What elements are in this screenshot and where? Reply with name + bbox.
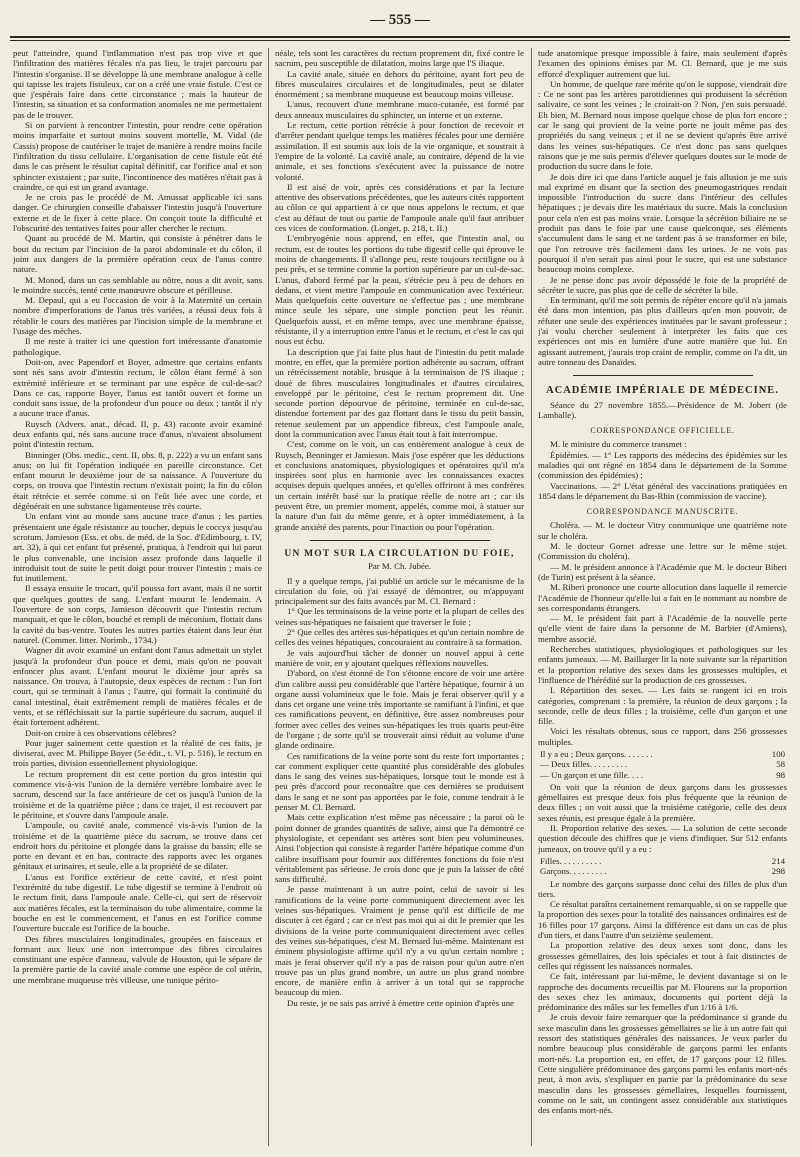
table-cell-label: Garçons. . . . . . . . . bbox=[540, 866, 607, 877]
paragraph: Ces ramifications de la veine porte sont du reste fort importantes ; car comment expliquer cette quantité plus considérable des globules dans le sang des veines sus-hépatiques, lorsque tout le monde est à peu près d'accord pour reconnaître que ces dernières se produisent dans le sang et ne sont pas apportées par le foie, comme tendrait à le penser M. Cl. Bernard. bbox=[275, 750, 524, 813]
section-rule bbox=[573, 375, 753, 376]
table-row bbox=[538, 749, 787, 759]
paragraph: Le rectum, cette portion rétrécie à pour fonction de recevoir et d'arrêter pendant quelque temps les matières fécales pour une dernière assimilation. Il est soumis aux lois de la vie organique, et soustrait à l'empire de la volonté. La cavité anale, au contraire, dépend de la vie animale, et ses fonctions s'exécutent avec la puissance de notre volonté. bbox=[275, 120, 524, 182]
table-row bbox=[538, 856, 787, 866]
paragraph: En terminant, qu'il me soit permis de répéter encore qu'il n'a jamais été dans mon intention, pas plus d'ailleurs qu'en mon pouvoir, de réfuter une seule des expériences instituées par le savant professeur ; j'ai voulu chercher seulement à interpréter les faits que ces expériences ont mis en lumière d'une autre manière que lui. En agissant autrement, j'aurais trop craint de remplir, comme on l'a dit, un autre tonneau des Danaïdes. bbox=[538, 295, 787, 367]
paragraph: Épidémies. — 1° Les rapports des médecins des épidémies sur les maladies qui ont régné en 1854 dans le département de la Somme (commission des épidémies) ; bbox=[538, 449, 787, 481]
paragraph: Mais cette explication n'est même pas nécessaire ; la paroi où le point donner de grandes quantités de salive, ainsi que l'a démontré ce physiologiste, et cependant ses artères sont bien peu volumineuses. Ainsi l'objection qui consiste à regarder l'artère hépatique comme d'un calibre insuffisant pour fournir aux différentes fonctions du foie n'est véritablement pas sérieuse. Je crois donc que je puis la laisser de côté sans difficulté. bbox=[275, 812, 524, 885]
paragraph: Voici les résultats obtenus, sous ce rapport, dans 256 grossesses multiples. bbox=[538, 726, 787, 747]
paragraph: M. Riberi prononce une courte allocution dans laquelle il remercie l'Académie de l'honneur qu'elle lui a fait en le nommant au nombre de ses correspondants étrangers. bbox=[538, 582, 787, 613]
paragraph: La cavité anale, située en dehors du péritoine, ayant fort peu de fibres musculaires circulaires et de longitudinales, peut se dilater énormément ; sa membrane muqueuse est beaucoup moins villeuse. bbox=[275, 68, 524, 100]
paragraph: Ce fait, intéressant par lui-même, le devient davantage si on le rapproche des documents recueillis par M. Flourens sur la proportion des sexes chez les animaux, documents qui portent déjà la prédominance des mâles sur les femelles d'un 1/16 à 1/6. bbox=[538, 971, 787, 1013]
table-cell-value: 98 bbox=[776, 769, 785, 780]
section-title: ACADÉMIE IMPÉRIALE DE MÉDECINE. bbox=[546, 385, 779, 397]
table-cell-value: 214 bbox=[771, 855, 785, 866]
column-2 bbox=[275, 48, 524, 1148]
paragraph: Le nombre des garçons surpasse donc celui des filles de plus d'un tiers. bbox=[538, 878, 787, 899]
table-cell-value: 100 bbox=[771, 749, 785, 759]
paragraph: Je ne pense donc pas avoir dépossédé le foie de la propriété de sécréter le sucre, pas plus que de celle de sécréter la bile. bbox=[538, 274, 787, 295]
paragraph: Ce résultat paraîtra certainement remarquable, si on se rappelle que la proportion des sexes pour la totalité des naissances ordinaires est de 16 filles pour 17 garçons. Ainsi la différence est dans un cas de plus d'un tiers, et dans l'autre d'un seizième seulement. bbox=[538, 899, 787, 941]
paragraph: Il est aisé de voir, après ces considérations et par la lecture attentive des observations précédentes, que les auteurs cités rapportent au côlon ce qui appartient à ce que nous appelons le rectum, et que c'est au défaut de tout ou partie de l'ampoule anale qu'il faut attribuer ces vices de conformation. (Longet, p. 218, t. II.) bbox=[275, 181, 524, 234]
paragraph: Il essaya ensuite le trocart, qu'il poussa fort avant, mais il ne sortit que quelques gouttes de sang. L'enfant mourut le lendemain. A l'ouverture de son corps, Jamieson découvrit que l'intestin rectum manquait, et que le côlon, bouché et rempli de méconium, flottait dans la cavité du bas-ventre. Toutes les autres parties étaient dans leur état naturel. (Commer. litter. Norimb., 1734.) bbox=[13, 583, 262, 645]
paragraph: M. Monod, dans un cas semblable au nôtre, nous a dit avoir, sans le moindre succès, tenté cette manœuvre obscure et périlleuse. bbox=[13, 274, 262, 295]
table-cell-label: — Deux filles. . . . . . . . . bbox=[540, 759, 628, 770]
paragraph: Binninger (Obs. medic., cent. II, obs. 8, p. 222) a vu un enfant sans anus; on lui fit l'opération indiquée en pareille circonstance. Cet enfant mourut le deuxième jour de sa naissance. A l'ouverture du corps, on trouva que l'intestin rectum n'existait point; la fin du côlon était rétrécie et serrée comme si on l'eût liée avec une corde, et dégénérait en une substance ligamenteuse très courte. bbox=[13, 449, 262, 512]
paragraph: La proportion relative des deux sexes sont donc, dans les grossesses gémellaires, des lois spéciales et tout à fait distinctes de celles qui régissent les naissances normales. bbox=[538, 940, 787, 971]
paragraph: Des fibres musculaires longitudinales, groupées en faisceaux et formant aux lieux une non interrompue des fibres circulaires constituant une espèce d'anneau, valvule de Houston, qui le sépare de la première partie de la cavité anale comme une espèce de col utérin, une membrane muqueuse très villeuse, une tunique périto- bbox=[13, 933, 262, 985]
paragraph: L'ampoule, ou cavité anale, commencé vis-à-vis l'union de la troisième et de la quatrième pièce du sacrum, se trouve dans cet endroit hors du péritoine et plongée dans la graisse du bassin; elle se porte en devant et en bas, contracte des rapports avec les organes génitaux et urinaires, et seule, elle a la propriété de se dilater. bbox=[13, 820, 262, 872]
paragraph: Un enfant vint au monde sans aucune trace d'anus ; les parties présentaient une égale résistance au toucher, depuis le coccyx jusqu'au scrotum. Jamieson (Ess. et obs. de méd. de la Soc. d'Edimbourg, t. IV, art. 32), à qui cet enfant fut présenté, pratiqua, à l'endroit qui lui parut le plus convenable, une incision assez profonde dans laquelle il introduisit tout de suite le petit doigt pour trouver l'intestin ; mais ce fut inutilement. bbox=[13, 511, 262, 584]
paragraph: L'anus est l'orifice extérieur de cette cavité, et n'est point l'extrémité du tube digestif. Le tube digestif se termine à l'endroit où le rectum finit, dans l'ampoule anale. Celle-ci, qui sert de réservoir aux matières fécales, est la terminaison du tube alimentaire, comme la bouche en est le commencement, et l'anus en est l'orifice comme l'ouverture buccale est l'orifice de la bouche. bbox=[13, 871, 262, 934]
paragraph: D'abord, on s'est étonné de l'on s'étonne encore de voir une artère d'un calibre aussi peu considérable que l'artère hépatique, fournir à un organe aussi volumineux que le foie. Mais je ferai observer qu'il y a dans cet organe une veine très importante se ramifiant à l'infini, et que ces ramifications peuvent, en définitive, être assez nombreuses pour former avec celles des veines sus-hépatiques les trois quarts peut-être de l'organe ; de sorte qu'il se trouverait ainsi réduit au volume d'une glande ordinaire. bbox=[275, 668, 524, 751]
paragraph: Du reste, je ne sais pas arrivé à émettre cette opinion d'après une bbox=[287, 997, 515, 1008]
paragraph: Il me reste à traiter ici une question fort intéressante d'anatomie pathologique. bbox=[13, 336, 262, 357]
paragraph: Vaccinations. — 2° L'état général des vaccinations pratiquées en 1854 dans le département du Bas-Rhin (commission de vaccine). bbox=[538, 480, 787, 501]
table-cell-value: 298 bbox=[771, 866, 785, 877]
table-cell-label: Il y a eu ; Deux garçons. . . . . . . bbox=[540, 749, 653, 759]
paragraph: La description que j'ai faite plus haut de l'intestin du petit malade montre, en effet, que la première portion adhérente au sacrum, offrant un rétrécissement notable, brusque à la terminaison de l'S iliaque ; doué de fibres musculaires longitudinales et d'autres circulaires, enveloppé par le péritoine, c'est le rectum proprement dit. Une seconde portion dépourvue de péritoine, terminée en cul-de-sac, distendue fortement par des gaz flottant dans le tissu du petit bassin, retenue seulement par un appendice fibreux, c'est l'ampoule anale, dont la communication avec l'anus était tout à fait interrompue. bbox=[275, 346, 524, 439]
paragraph: 1° Que les terminaisons de la veine porte et la plupart de celles des veines sus-hépatiques ne faisaient que traverser le foie ; bbox=[275, 606, 524, 627]
paragraph: Choléra. — M. le docteur Vitry communique une quatrième note sur le choléra. bbox=[538, 520, 787, 541]
header-rule-thin bbox=[10, 40, 790, 41]
paragraph: tude anatomique presque impossible à faire, mais seulement d'après l'examen des opinions émises par M. Cl. Bernard, que je me suis efforcé d'expliquer autrement que lui. bbox=[538, 48, 787, 79]
paragraph: Recherches statistiques, physiologiques et pathologiques sur les enfants jumeaux. — M. Baillarger lit la note suivante sur la répartition et la proportion relative des sexes dans les grossesses multiples, et l'influence de l'hérédité sur la production de ces grossesses. bbox=[538, 644, 787, 685]
paragraph: Il y a quelque temps, j'ai publié un article sur le mécanisme de la circulation du foie, où j'ai essayé de démontrer, ou m'appuyant principalement sur des faits avancés par M. Cl. Bernard : bbox=[275, 575, 524, 607]
column-divider bbox=[531, 48, 532, 1146]
paragraph: néale, tels sont les caractères du rectum proprement dit, fixé contre le sacrum, peu susceptible de dilatation, moins large que l'S iliaque. bbox=[275, 48, 524, 69]
paragraph: M. Depaul, qui a eu l'occasion de voir à la Maternité un certain nombre d'imperforations de l'anus très variées, a réussi deux fois à rétablir le cours des matières par l'incision simple de la membrane et l'usage des mèches. bbox=[13, 295, 262, 337]
stats-table-totals bbox=[538, 856, 787, 877]
paragraph: Ruysch (Advers. anat., décad. II, p. 43) raconte avoir examiné deux enfants qui, nés sans aucune trace d'anus, n'avaient absolument point d'intestin rectum. bbox=[13, 418, 262, 450]
paragraph: Je passe maintenant à un autre point, celui de savoir si les ramifications de la veine porte communiquent directement avec les veines sus-hépatiques. Vraiment je pense qu'il est difficile de me discuter à cet égard ; car ce n'est pas moi qui ai dit le premier que les divisions de la veine porte communiquaient directement avec celles des veines sus-hépatiques, c'est M. Bernard lui-même. Maintenant est éminent physiologiste affirme qu'il n'y a vu qu'un certain nombre ; mais je ferai observer qu'il n'y a pas de raison pour qu'un autre n'en trouve pas un plus grand nombre, un autre un plus grand nombre encore, de manière enfin à arriver à un total qui se rapproche beaucoup du mien. bbox=[275, 884, 524, 998]
column-divider bbox=[268, 48, 269, 1146]
subsection-title: CORRESPONDANCE OFFICIELLE. bbox=[590, 426, 735, 436]
paragraph: Je ne crois pas le procédé de M. Amussat applicable ici sans danger. Ce chirurgien conseille d'abaisser l'intestin jusqu'à l'ouverture externe et de le fixer à cette place. On conçoit toute la difficulté et l'obscurité des tentatives faites pour aller chercher le rectum. bbox=[13, 192, 262, 234]
paragraph: — M. le président annonce à l'Académie que M. le docteur Biberi (de Turin) est présent à la séance. bbox=[538, 561, 787, 582]
paragraph: I. Répartition des sexes. — Les faits se rangent ici en trois catégories, comprenant : la première, la réunion de deux garçons ; la seconde, celle de deux filles ; la troisième, celle d'un garçon et une fille. bbox=[538, 685, 787, 727]
header-rule bbox=[10, 36, 790, 38]
paragraph: Doit-on croire à ces observations célèbres? bbox=[25, 727, 177, 738]
table-cell-label: — Un garçon et une fille. . . . bbox=[540, 769, 644, 780]
page-number-header: — 555 — bbox=[370, 12, 430, 28]
paragraph: Si on parvient à rencontrer l'intestin, pour rendre cette opération moins imparfaite et surtout moins souvent mortelle, M. Vidal (de Cassis) propose de cautériser le trajet de manière à rendre moins facile l'infiltration du tissu cellulaire. L'organisation de cette fistule eût été dans le cas présent le résultat capital définitif, car l'orifice anal et son sphincter existaient ; par suite, l'incontinence des matières n'était pas à craindre, ce qui est un grand avantage. bbox=[13, 120, 262, 192]
paragraph: Le rectum proprement dit est cette portion du gros intestin qui commence vis-à-vis l'union de la dernière vertèbre lombaire avec le sacrum, descend sur la face antérieure de cet os jusqu'à l'union de la troisième et de la quatrième pièce ; dans ce trajet, il est recouvert par le péritoine, et s'ouvre dans l'ampoule anale. bbox=[13, 768, 262, 820]
paragraph: M. le docteur Gornet adresse une lettre sur le même sujet. (Commission du choléra). bbox=[538, 541, 787, 562]
table-cell-label: Filles. . . . . . . . . . bbox=[540, 855, 602, 866]
column-3 bbox=[538, 48, 787, 1148]
article-byline: Par M. Ch. Jubée. bbox=[367, 561, 432, 572]
column-1 bbox=[13, 48, 262, 1148]
paragraph: Je vais aujourd'hui tâcher de donner un nouvel appui à cette manière de voir, en y ajoutant quelques réflexions nouvelles. bbox=[275, 647, 524, 668]
paragraph: L'anus, recouvert d'une membrane muco-cutanée, est formé par deux anneaux musculaires du sphincter, un interne et un externe. bbox=[275, 99, 524, 120]
paragraph: M. le ministre du commerce transmet : bbox=[550, 439, 687, 450]
table-row bbox=[538, 759, 787, 769]
paragraph: Quant au procédé de M. Martin, qui consiste à pénétrer dans le bout du rectum par l'incision de la paroi abdominale et du côlon, il joint aux dangers de la première opération ceux de l'anus contre nature. bbox=[13, 233, 262, 275]
paragraph: 2° Que celles des artères sus-hépatiques et qu'un certain nombre de celles des veines hépatiques, concouraient au contraire à sa formation. bbox=[275, 627, 524, 648]
table-cell-value: 58 bbox=[776, 759, 785, 770]
paragraph: Pour juger sainement cette question et la réalité de ces faits, je diviserai, avec M. Philippe Boyer (5e édit., t. VI, p. 516), le rectum en trois parties, division essentiellement physiologique. bbox=[13, 737, 262, 769]
table-row bbox=[538, 866, 787, 876]
paragraph: Je crois devoir faire remarquer que la prédominance si grande du sexe masculin dans les grossesses gémellaires se lie à un autre fait qui ressort des statistiques générales des naissances. Je veux parler du nombre beaucoup plus considérable de garçons parmi les enfants mort-nés. La proportion est, en effet, de 17 garçons pour 12 filles. Cette singulière prédominance des garçons parmi les enfants mort-nés peut, à mon avis, s'expliquer en partie par la prédominance du sexe masculin dans les grossesses gémellaires, lesquelles fournissent, comme on le sait, un contingent assez considérable aux statistiques des enfants mort-nés. bbox=[538, 1012, 787, 1116]
seance-line: Séance du 27 novembre 1855.—Présidence de M. Jobert (de Lamballe). bbox=[538, 399, 787, 420]
paragraph: C'est, comme on le voit, un cas entièrement analogue à ceux de Ruysch, Benninger et Jamieson. Mais j'ose espérer que les déductions et conclusions anatomiques, physiologiques et opératoires qu'il m'a inspirées sont plus en harmonie avec les connaissances exactes acquises depuis quelques années, et qu'elles offriront à mes confrères un certain intérêt basé sur la pratique réelle de notre art ; car ils peuvent être, un premier moment, appelés, comme moi, à statuer sur la nature d'un fait du même genre, et à opter immédiatement, à la grande anxiété des parents, pour l'inaction ou pour l'opération. bbox=[275, 439, 524, 532]
table-row bbox=[538, 770, 787, 780]
stats-table-sexes bbox=[538, 749, 787, 780]
paragraph: — M. le président fait part à l'Académie de la nouvelle perte qu'elle vient de faire dans la personne de M. Barbier (d'Amiens), membre associé. bbox=[538, 613, 787, 644]
paragraph: L'embryogénie nous apprend, en effet, que l'intestin anal, ou rectum, est de toutes les portions du tube digestif celle qui éprouve le moins de changements. Il s'allonge peu, reste toujours rectiligne ou à peu près, et se termine comme la portion supérieure par un cul-de-sac. L'anus, d'abord fermé par la peau, s'étrécie peu à peu de dehors en dedans, et vient mettre l'ampoule en communication avec l'extérieur. Mais quelquefois cette ouverture ne s'effectue pas ; une membrane mince seule les sépare, une simple ponction peut les réunir. Quelquefois aussi, et en même temps, avec une membrane épaisse, résistante, il y a interruption entre l'anus et le rectum, et c'est le cas qui nous est échu. bbox=[275, 233, 524, 347]
paragraph: Doit-on, avec Papendorf et Boyer, admettre que certains enfants sont nés sans avoir d'intestin rectum, le côlon étant fermé à son extrémité inférieure et se terminant par une espèce de cul-de-sac? Dans ce cas, rapporte Boyer, l'anus est tantôt ouvert et forme un conduit sans issue, de la profondeur d'un pouce ou deux ; tantôt il n'y a aucune trace d'anus. bbox=[13, 356, 262, 419]
paragraph: peut l'atteindre, quand l'inflammation n'est pas trop vive et que l'infiltration des matières fécales n'a pas lieu, le trajet parcouru par l'intestin s'organise. Il se développe là une membrane analogue à celle qui tapisse les trajets fistuleux, car on a créé une vraie fistule. C'est ce que j'espérais faire dans cette circonstance ; mais la hauteur de l'intestin, sa situation et sa conformation anomales ne me permettaient pas de le trouver. bbox=[13, 48, 262, 120]
subsection-title: CORRESPONDANCE MANUSCRITE. bbox=[586, 507, 739, 517]
paragraph: Je dois dire ici que dans l'article auquel je fais allusion je me suis mal exprimé en disant que la section des pneumogastriques rendait impossible l'introduction du sucre dans l'intérieur des cellules hépatiques ; je devais dire les matériaux du sucre. Mais la conclusion pour cela n'en est pas moins vraie. Lorsque la sécrétion biliaire ne se produit pas dans le foie par une cause quelconque, ses éléments s'accumulent dans le sang et ne tardent pas à se transformer en bile, que l'on retrouve très facilement dans les urines. Je ne vois pas pourquoi il n'en serait pas ainsi pour le sucre, qui est une substance beaucoup moins complexe. bbox=[538, 171, 787, 275]
paragraph: On voit que la réunion de deux garçons dans les grossesses gémellaires est presque deux fois plus fréquente que la réunion de deux filles ; on voit aussi que la troisième catégorie, celle des deux sexes réunis, est presque égale à la première. bbox=[538, 781, 787, 823]
paragraph: Wagner dit avoir examiné un enfant dont l'anus admettait un stylet jusqu'à la profondeur d'un pouce et demi, mais qu'on ne pouvait enfoncer plus avant. L'enfant mourut le dixième jour après sa naissance. On trouva, à l'autopsie, deux espèces de rectum : l'un fort court, qui se terminait à l'anus ; l'autre, qui formait la continuité du canal intestinal, était extrêmement rempli de matières fécales et de vents, et se réfléchissait sur la partie supérieure du sacrum, auquel il était fortement adhérent. bbox=[13, 645, 262, 728]
article-title: UN MOT SUR LA CIRCULATION DU FOIE, bbox=[284, 548, 515, 559]
paragraph: II. Proportion relative des sexes. — La solution de cette seconde question découle des chiffres que je viens d'indiquer. Sur 512 enfants jumeaux, on trouve qu'il y a eu : bbox=[538, 823, 787, 854]
paragraph: Un homme, de quelque rare mérite qu'on le suppose, viendrait dire : Ce ne sont pas les artères parotidiennes qui produisent la sécrétion salivaire, ce sont les veines ; le croirait-on ? Non, j'en suis persuadé. Eh bien, M. Bernard nous impose quelque chose de plus fort encore ; car le sang qui provient de la veine porte ne jouit même pas des propriétés du sang veineux ; et il ne se devient qu'après être arrivé dans les veines sus-hépatiques. Ce n'est donc pas sans quelques raisons que je me suis permis d'élever quelques doutes sur le mode de production du sucre dans le foie. bbox=[538, 78, 787, 172]
section-rule bbox=[310, 540, 490, 541]
